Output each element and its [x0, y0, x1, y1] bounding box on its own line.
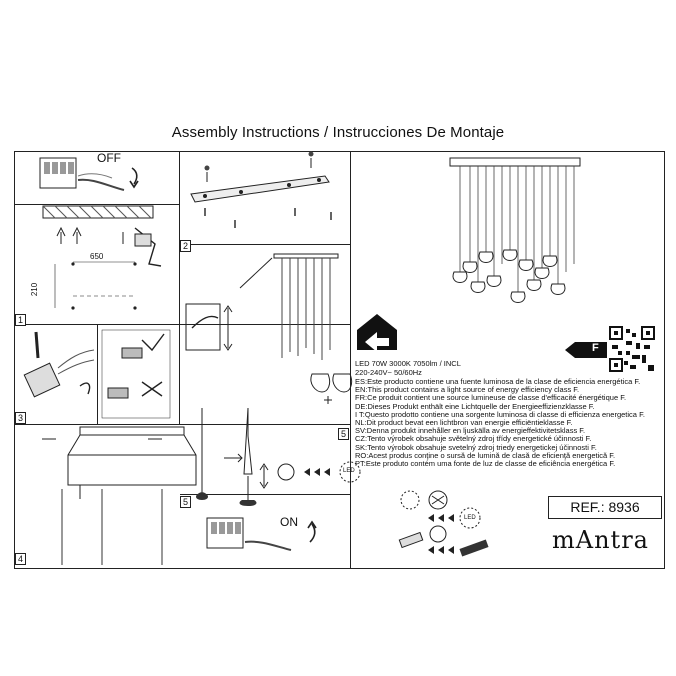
panel-number: 5: [338, 428, 349, 440]
lamp-spec-line2: 220-240V~ 50/60Hz: [355, 368, 422, 377]
qr-code-icon: [608, 325, 656, 373]
dim-height: 210: [30, 282, 40, 297]
off-label: OFF: [97, 151, 121, 165]
house-energy-icon: [355, 312, 399, 352]
energy-statement: PT:Este produto contém uma fonte de luz de classe de eficiência energética F.: [355, 459, 616, 469]
energy-statement: I T:Questo prodotto contiene una sorgente luminosa di classe di efficienza energetica F.: [355, 409, 645, 419]
led-label-panel5: LED: [343, 468, 355, 474]
panel-number: 1: [15, 314, 26, 326]
connector-diagram: [100, 328, 172, 418]
energy-statement: SV:Denna produkt innehåller en ljuskälla av energieffektivitetsklass F.: [355, 426, 586, 436]
arrow-down-icon: [128, 166, 142, 188]
energy-statement: ES:Este producto contiene una fuente luminosa de la clase de eficiencia energética F.: [355, 377, 641, 386]
panel-number: 2: [180, 240, 191, 252]
energy-statement: CZ:Tento výrobek obsahuje světelný zdroj třídy energetické účinnosti F.: [355, 434, 592, 444]
cable-adjust-diagram: [180, 248, 350, 368]
energy-statement: SK:Tento výrobok obsahuje svetelný zdroj triedy energetickej účinnosti F.: [355, 442, 597, 452]
energy-statement: FR:Ce produit contient une source lumineuse de classe d'efficacité énergétique F.: [355, 393, 627, 403]
panel-number: 5: [180, 496, 191, 508]
page-title: Assembly Instructions / Instrucciones De Montaje: [171, 124, 505, 141]
energy-statements: [355, 378, 645, 468]
brand-logo: mAntra: [552, 526, 649, 554]
reference-number: REF.: 8936: [548, 496, 662, 519]
panel-number: 3: [15, 412, 26, 424]
arrow-energy-icon: [563, 340, 609, 360]
energy-statement: EN:This product contains a light source of energy efficiency class F.: [355, 385, 580, 395]
divider-v2: [350, 152, 351, 569]
wiring-diagram: [18, 328, 98, 418]
lamp-spec-line1: LED 70W 3000K 7050lm / INCL: [355, 359, 461, 368]
divider-h3: [180, 244, 350, 245]
on-label: ON: [280, 515, 298, 529]
dim-width: 650: [90, 252, 104, 261]
product-overview-diagram: [430, 152, 660, 332]
lamp-shade-icons: [306, 368, 356, 408]
panel-number: 4: [15, 553, 26, 565]
bracket-diagram: [185, 152, 335, 242]
dimmer-icon: [258, 456, 366, 496]
energy-statement: DE:Dieses Produkt enthält eine Lichtquelle der Energieeffizienzklasse F.: [355, 401, 595, 411]
bulb-icon: [398, 488, 528, 558]
energy-statement: NL:Dit product bevat een lichtbron van energie efficiëntieklasse F.: [355, 418, 573, 428]
energy-class: F: [592, 342, 599, 354]
suspension-diagram: [42, 425, 202, 565]
ceiling-mount-diagram: [15, 204, 175, 324]
energy-statement: RO:Acest produs conţine o sursă de lumină de clasă de eficienţă energetică F.: [355, 450, 616, 460]
led-icon: LED: [464, 515, 476, 521]
arrow-up-icon: [306, 520, 320, 544]
